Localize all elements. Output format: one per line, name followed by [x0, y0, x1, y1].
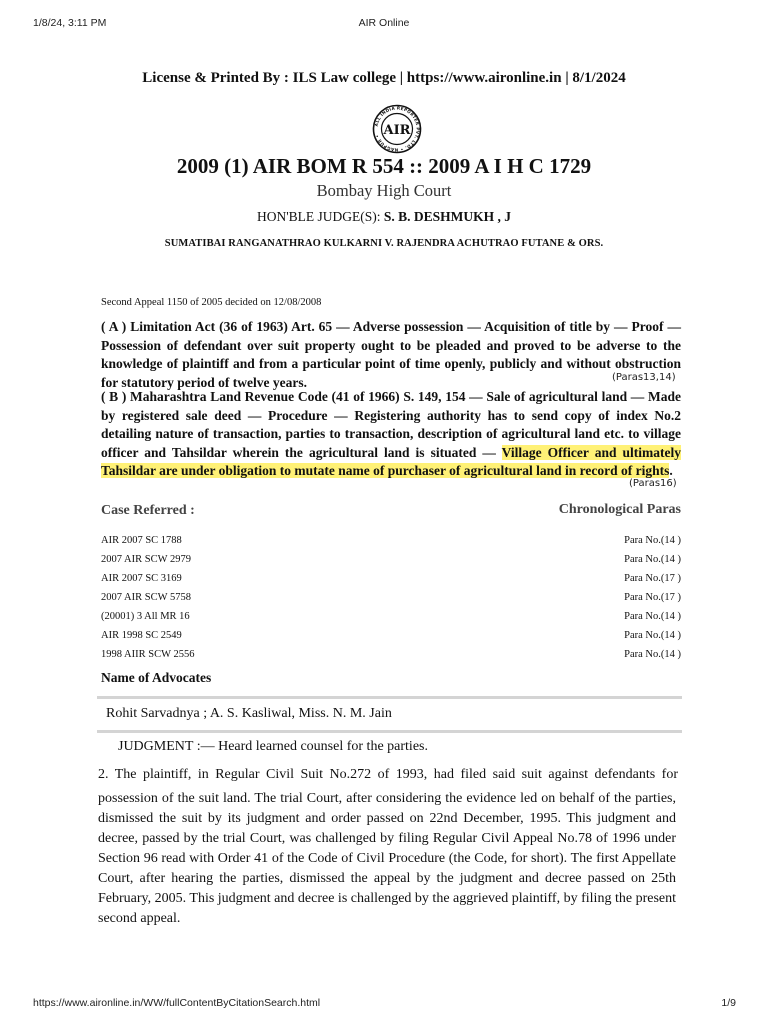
case-para: Para No.(14 )	[624, 649, 681, 660]
chronological-paras-label: Chronological Paras	[558, 502, 681, 517]
headnote-b-paras: (Paras16)	[629, 478, 677, 489]
decided-line: Second Appeal 1150 of 2005 decided on 12/08/2008	[101, 297, 322, 308]
case-citation: AIR 2007 SC 1788	[101, 535, 182, 546]
license-line: License & Printed By : ILS Law college | https://www.aironline.in | 8/1/2024	[142, 70, 626, 86]
case-para: Para No.(14 )	[624, 554, 681, 565]
headnote-a-paras: (Paras13,14)	[612, 372, 676, 383]
judge-line	[0, 209, 768, 225]
case-para: Para No.(14 )	[624, 611, 681, 622]
case-citation: AIR 2007 SC 3169	[101, 573, 182, 584]
judgment-intro: JUDGMENT :— Heard learned counsel for the parties.	[118, 739, 428, 754]
headnote-b-highlight: Village Officer and ultimately Tahsildar are under obligation to mutate name of purchaser of agricultural land in record of rights	[101, 444, 681, 478]
case-referred-label: Case Referred :	[101, 503, 195, 518]
headnote-b-tail: .	[669, 463, 673, 478]
advocates-names: Rohit Sarvadnya ; A. S. Kasliwal, Miss. N. M. Jain	[106, 706, 392, 721]
case-para: Para No.(14 )	[624, 630, 681, 641]
print-page-title: AIR Online	[358, 17, 410, 29]
headnote-b-text: ( B ) Maharashtra Land Revenue Code (41 of 1966) S. 149, 154 — Sale of agricultural land — Made by registered sale deed — Procedure — Registering authority has to send copy of index No.2 detailing nature of transaction, parties to transaction, description of agricultural land etc. to village officer and Tahsildar wherein the agricultural land is situated —	[101, 389, 681, 460]
paragraph-2-body: possession of the suit land. The trial Court, after considering the evidence led on behalf of the parties, dismissed the suit by its judgment and order passed on 22nd December, 1995. This judgment and decree, passed by the trial Court, was challenged by filing Regular Civil Appeal No.78 of 1996 under Section 96 read with Order 41 of the Code of Civil Procedure (the Code, for short). The first Appellate Court, after hearing the parties, dismissed the appeal by the judgment and decree passed on 25th February, 2005. This judgment and decree is challenged by the aggrieved plaintiff, by filing the present second appeal.	[98, 791, 676, 926]
headnote-b	[101, 388, 681, 481]
case-para: Para No.(14 )	[624, 535, 681, 546]
divider	[97, 730, 682, 733]
print-page-number: 1/9	[721, 997, 736, 1009]
air-seal-logo-icon	[372, 104, 422, 154]
judge-label: HON'BLE JUDGE(S):	[256, 209, 381, 224]
logo-text: AIR	[383, 123, 411, 138]
case-citation: AIR 1998 SC 2549	[101, 630, 182, 641]
case-citation: 1998 AIIR SCW 2556	[101, 649, 195, 660]
print-datetime: 1/8/24, 3:11 PM	[33, 17, 107, 29]
case-citation: 2007 AIR SCW 5758	[101, 592, 191, 603]
parties-line: SUMATIBAI RANGANATHRAO KULKARNI V. RAJENDRA ACHUTRAO FUTANE & ORS.	[164, 238, 604, 249]
headnote-a: ( A ) Limitation Act (36 of 1963) Art. 65 — Adverse possession — Acquisition of title by — Proof — Possession of defendant over suit property ought to be pleaded and proved to be adverse to the knowledge of plaintiff and from a particular point of time openly, publicly and without obstruction for statutory period of twelve years.	[101, 319, 681, 390]
paragraph-2-first-line: 2. The plaintiff, in Regular Civil Suit No.272 of 1993, had filed said suit against defendants for	[98, 767, 678, 782]
citation-title: 2009 (1) AIR BOM R 554 :: 2009 A I H C 1729	[176, 154, 592, 178]
advocates-label: Name of Advocates	[101, 670, 212, 685]
case-citation: 2007 AIR SCW 2979	[101, 554, 191, 565]
case-para: Para No.(17 )	[624, 592, 681, 603]
svg-text:ALL INDIA REPORTER PVT. LTD. •: ALL INDIA REPORTER PVT. LTD. • NAGPUR •	[373, 105, 421, 153]
print-url: https://www.aironline.in/WW/fullContentByCitationSearch.html	[33, 997, 321, 1009]
case-para: Para No.(17 )	[624, 573, 681, 584]
court-name: Bombay High Court	[316, 181, 452, 200]
case-citation: (20001) 3 All MR 16	[101, 611, 190, 622]
judge-name: S. B. DESHMUKH , J	[383, 209, 512, 224]
divider	[97, 696, 682, 699]
